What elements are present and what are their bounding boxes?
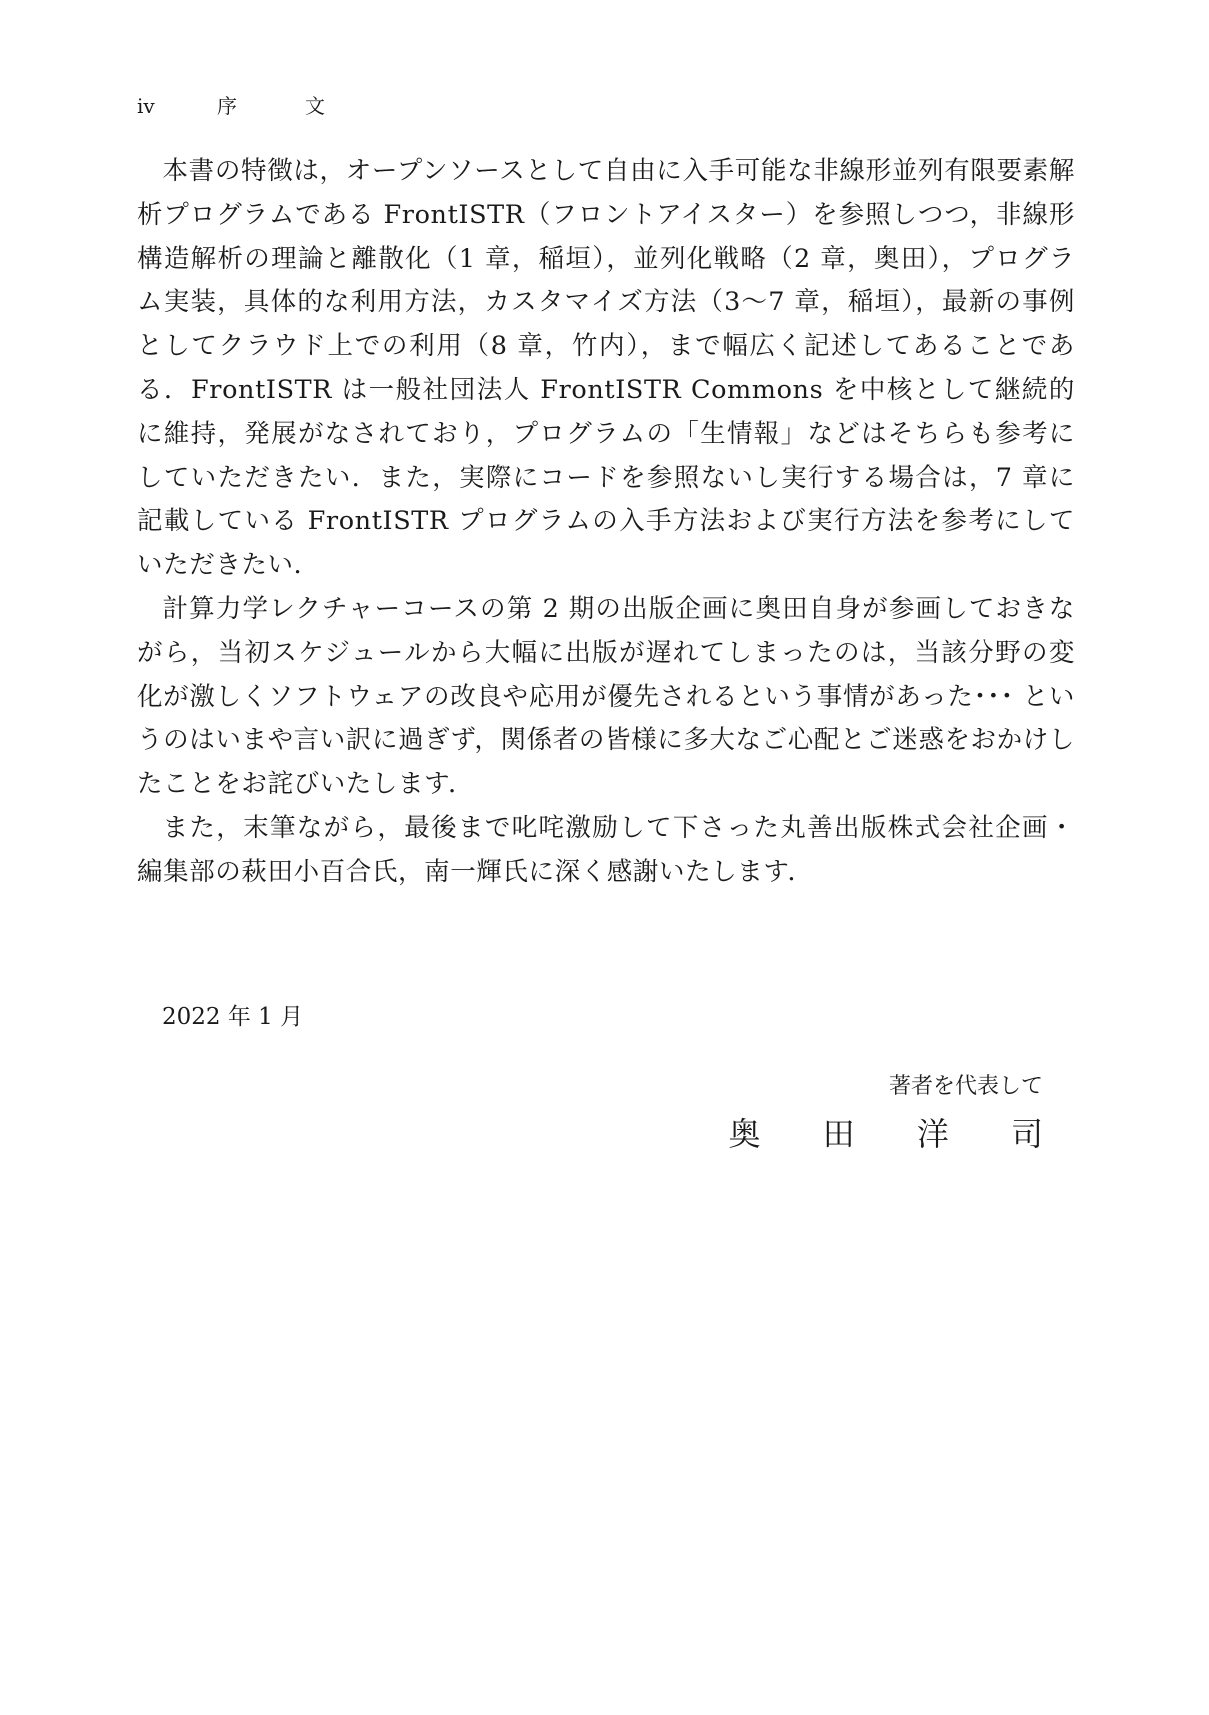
paragraph-1: 本書の特徴は，オープンソースとして自由に入手可能な非線形並列有限要素解析プログラムである FrontISTR（フロントアイスター）を参照しつつ，非線形構造解析の理論と離散化（1 章，稲垣），並列化戦略（2 章，奥田），プログラム実装，具体的な利用方法，カスタマイズ方法（3〜7 章，稲垣），最新の事例としてクラウド上での利用（8 章，竹内），まで幅広く記述してあることである．FrontISTR は一般社団法人 FrontISTR Commons を中核として継続的に維持，発展がなされており，プログラムの「生情報」などはそちらも参考にしていただきたい．また，実際にコードを参照ないし実行する場合は，7 章に記載している FrontISTR プログラムの入手方法および実行方法を参考にしていただきたい． bbox=[137, 156, 1075, 581]
preface-body bbox=[137, 150, 1075, 895]
section-title-char-1: 序 bbox=[217, 94, 237, 118]
date: 2022 年 1 月 bbox=[162, 1004, 304, 1030]
signature-caption: 著者を代表して bbox=[888, 1074, 1043, 1099]
paragraph-3: また，末筆ながら，最後まで叱咤激励して下さった丸善出版株式会社企画・編集部の萩田小百合氏，南一輝氏に深く感謝いたします． bbox=[137, 812, 1075, 887]
page-number: iv bbox=[137, 94, 155, 118]
section-title-char-2: 文 bbox=[305, 94, 325, 118]
running-head bbox=[137, 94, 393, 118]
author-name: 奥 田 洋 司 bbox=[728, 1115, 1069, 1153]
paragraph-2: 計算力学レクチャーコースの第 2 期の出版企画に奥田自身が参画しておきながら，当初スケジュールから大幅に出版が遅れてしまったのは，当該分野の変化が激しくソフトウェアの改良や応用が優先されるという事情があった･･･ というのはいまや言い訳に過ぎず，関係者の皆様に多大なご心配とご迷惑をおかけしたことをお詫びいたします． bbox=[137, 593, 1075, 800]
